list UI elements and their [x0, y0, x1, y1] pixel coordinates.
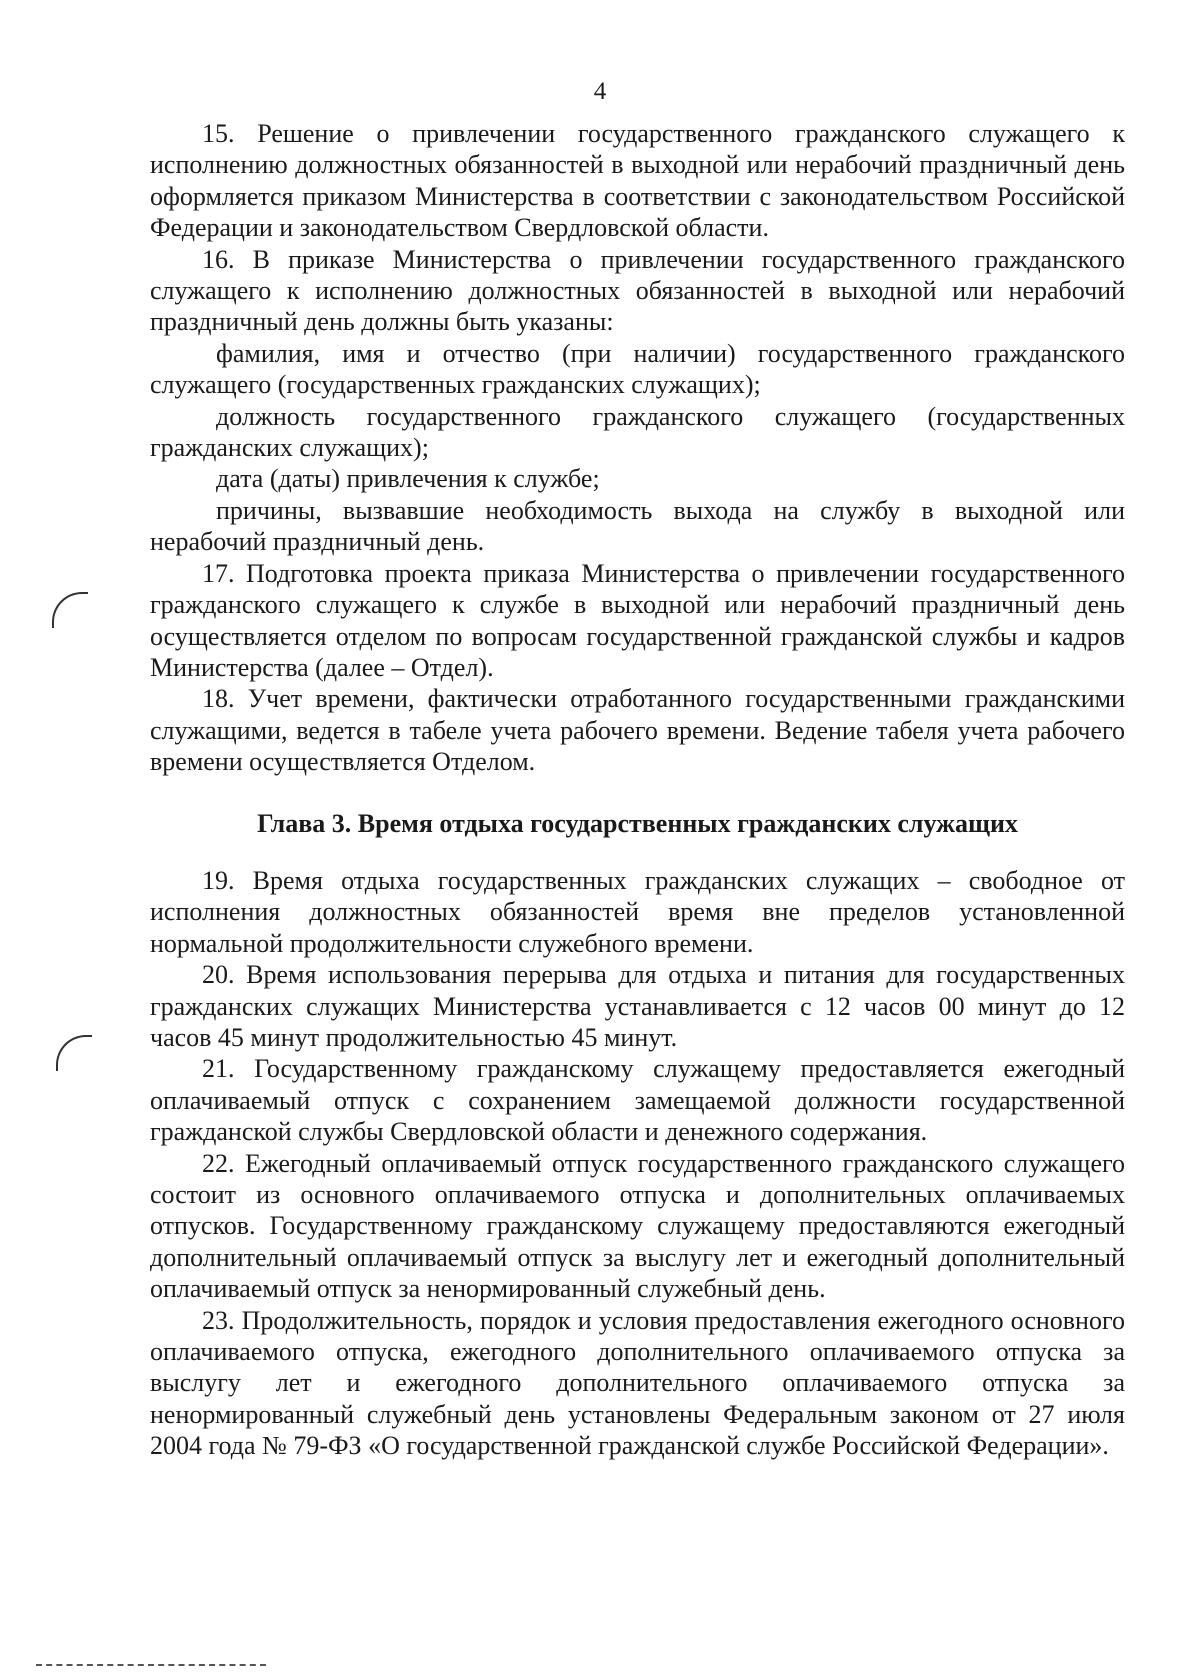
scan-edge-line	[36, 1664, 266, 1666]
paragraph-21: 21. Государственному гражданскому служащему предоставляется ежегодный оплачиваемый отпуск с сохранением замещаемой должности государственной гражданской службы Свердловской области и денежного содержания.	[150, 1054, 1125, 1147]
list-item-dates: дата (даты) привлечения к службе;	[216, 464, 600, 494]
hole-punch-mark-lower	[56, 1035, 92, 1071]
paragraph-23: 23. Продолжительность, порядок и условия предоставления ежегодного основного оплачиваемого отпуска, ежегодного дополнительного оплачиваемого отпуска за выслугу лет и ежегодного дополнительного оплачиваемого отпуска за ненормированный служебный день установлены Федеральным законом от 27 июля 2004 года № 79-ФЗ «О государственной гражданской службе Российской Федерации».	[150, 1305, 1125, 1461]
hole-punch-mark-upper	[52, 592, 88, 628]
paragraph-15: 15. Решение о привлечении государственного гражданского служащего к исполнению должностных обязанностей в выходной или нерабочий праздничный день оформляется приказом Министерства в соответствии с законодательством Российской Федерации и законодательством Свердловской области.	[150, 119, 1125, 243]
document-body	[150, 118, 1125, 1462]
paragraph-20: 20. Время использования перерыва для отдыха и питания для государственных гражданских служащих Министерства устанавливается с 12 часов 00 минут до 12 часов 45 минут продолжительностью 45 минут.	[150, 960, 1125, 1052]
paragraph-22: 22. Ежегодный оплачиваемый отпуск государственного гражданского служащего состоит из основного оплачиваемого отпуска и дополнительных оплачиваемых отпусков. Государственному гражданскому служащему предоставляются ежегодный дополнительный оплачиваемый отпуск за выслугу лет и ежегодный дополнительный оплачиваемый отпуск за ненормированный служебный день.	[150, 1148, 1125, 1304]
page-number: 4	[593, 78, 607, 105]
paragraph-16: 16. В приказе Министерства о привлечении государственного гражданского служащего к исполнению должностных обязанностей в выходной или нерабочий праздничный день должны быть указаны:	[150, 244, 1125, 337]
paragraph-18: 18. Учет времени, фактически отработанного государственными гражданскими служащими, ведется в табеле учета рабочего времени. Ведение табеля учета рабочего времени осуществляется Отделом.	[150, 684, 1125, 777]
chapter-title: Глава 3. Время отдыха государственных гражданских служащих	[257, 808, 1018, 838]
paragraph-19: 19. Время отдыха государственных гражданских служащих – свободное от исполнения должностных обязанностей время вне пределов установленной нормальной продолжительности служебного времени.	[150, 865, 1125, 958]
list-item-reasons: причины, вызвавшие необходимость выхода на службу в выходной или нерабочий праздничный день.	[150, 495, 1125, 557]
list-item-position: должность государственного гражданского служащего (государственных гражданских служащих);	[150, 401, 1125, 463]
list-item-full-name: фамилия, имя и отчество (при наличии) государственного гражданского служащего (государственных гражданских служащих);	[150, 338, 1125, 400]
paragraph-17: 17. Подготовка проекта приказа Министерства о привлечении государственного гражданского служащего к службе в выходной или нерабочий праздничный день осуществляется отделом по вопросам государственной гражданской службы и кадров Министерства (далее – Отдел).	[150, 558, 1125, 682]
